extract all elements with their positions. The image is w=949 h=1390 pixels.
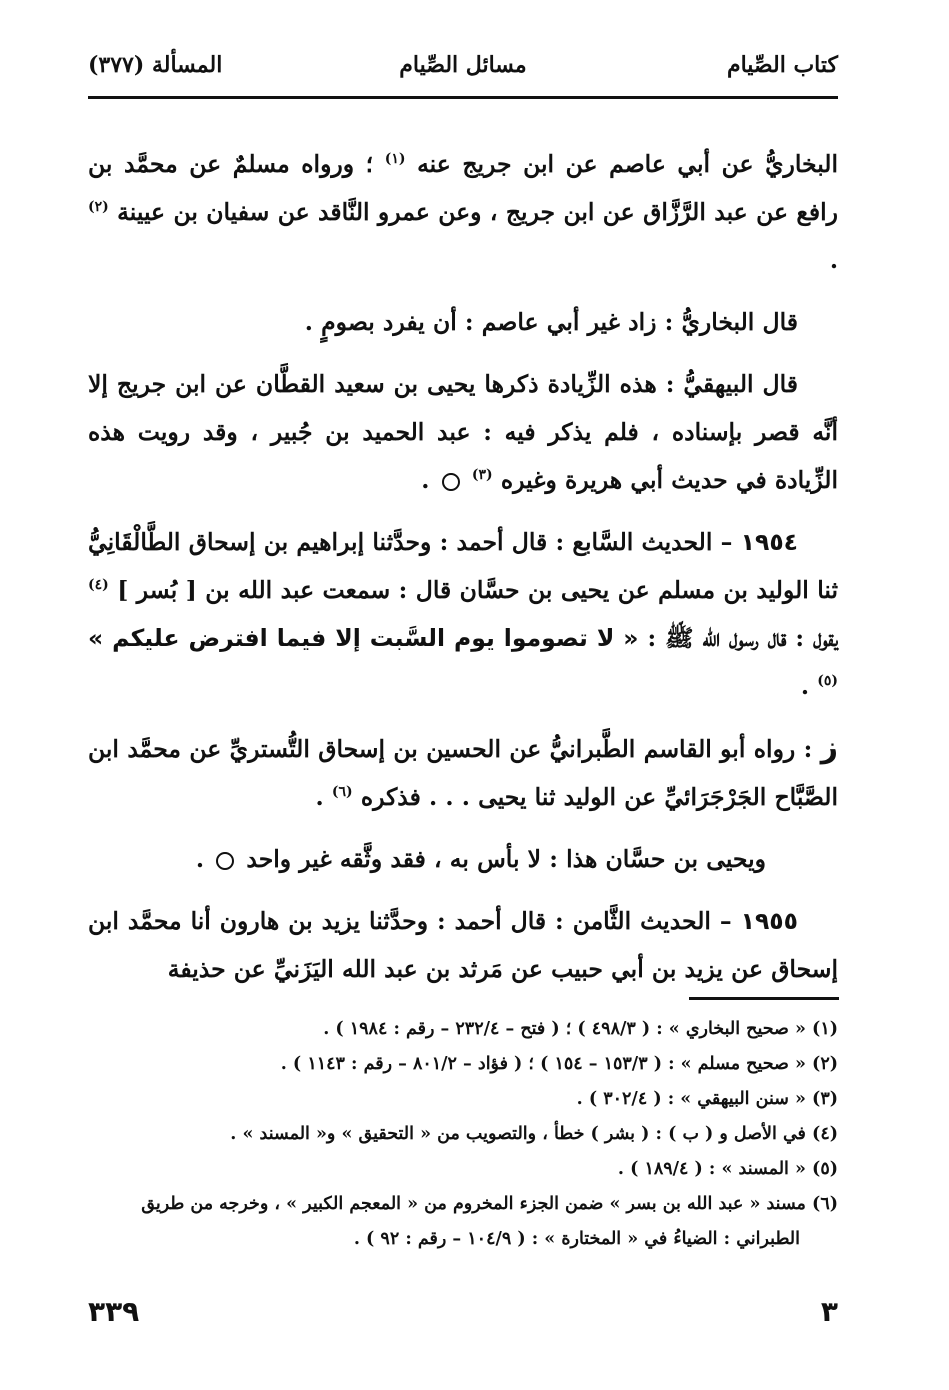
footnote-2: (٢) « صحيح مسلم » : ( ١٥٣/٣ – ١٥٤ ) ؛ ( فؤاد – ٨٠١/٢ – رقم : ١١٤٣ ) .	[280, 1054, 838, 1074]
main-text	[88, 140, 838, 993]
footnote-ref-1[interactable]: (١)	[384, 151, 406, 168]
section-end-circle-icon	[442, 473, 460, 491]
section-end-circle-icon	[216, 852, 234, 870]
running-header	[88, 52, 838, 92]
footnote-ref-4[interactable]: (٤)	[88, 577, 109, 594]
footnote-6: (٦) مسند « عبد الله بن بسر » ضمن الجزء المخروم من « المعجم الكبير » ، وخرجه من طريق	[141, 1194, 838, 1214]
footnote-ref-2[interactable]: (٢)	[88, 199, 109, 216]
zawaid-marker: ز	[820, 730, 838, 765]
footnote-3: (٣) « سنن البيهقي » : ( ٣٠٢/٤ ) .	[576, 1089, 838, 1109]
footnote-ref-3[interactable]: (٣)	[471, 467, 493, 484]
paragraph-zawaid: ز : رواه أبو القاسم الطَّبرانيُّ عن الحسين بن إسحاق التُّستريِّ عن محمَّد ابن الصَّبَّاح الجَرْجَرَائيِّ عن الوليد ثنا يحيى . . . فذكره $^{(٦)}$ .	[88, 730, 838, 811]
paragraph-yahya: ويحيى بن حسَّان هذا : لا بأس به ، فقد وثَّقه غير واحد .	[195, 845, 766, 873]
header-rule	[88, 96, 838, 99]
footnote-ref-6[interactable]: (٦)	[331, 784, 353, 801]
footnotes	[88, 1012, 838, 1257]
hadith-number-1955: ١٩٥٥	[740, 907, 798, 935]
footnote-6-continued: الطبراني : الضياءُ في « المختارة » : ( ١٠٤/٩ – رقم : ٩٢ ) .	[353, 1229, 800, 1249]
hadith-1954: ١٩٥٤ – الحديث السَّابع : قال أحمد : وحدَّثنا إبراهيم بن إسحاق الطَّالْقَانِيُّ ثنا الوليد بن مسلم عن يحيى بن حسَّان قال : سمعت عبد الله بن [ بُسر ] $^{(٤)}$ يقول : قال رسول الله ﷺ : « لا تصوموا يوم السَّبت إلا فيما افترض عليكم » $^{(٥)}$ .	[88, 528, 839, 700]
footnote-ref-5[interactable]: (٥)	[817, 673, 838, 690]
paragraph-bukhari-addition: قال البخاريُّ : زاد غير أبي عاصم : أن يفرد بصومٍ .	[304, 308, 798, 336]
issue-number: المسألة (٣٧٧)	[88, 52, 223, 78]
footnote-4: (٤) في الأصل و ( ب ) : ( بشر ) خطأ ، والتصويب من « التحقيق » و« المسند » .	[230, 1124, 838, 1144]
hadith-1955: ١٩٥٥ – الحديث الثَّامن : قال أحمد : وحدَّثنا يزيد بن هارون أنا محمَّد ابن إسحاق عن يزيد بن أبي حبيب عن مَرثد بن عبد الله اليَزَنيِّ عن حذيفة	[88, 907, 838, 983]
chapter-title: مسائل الصِّيام	[399, 52, 527, 78]
page-number: ٣٣٩	[88, 1295, 140, 1328]
footnote-1: (١) « صحيح البخاري » : ( ٤٩٨/٣ ) ؛ ( فتح – ٢٣٢/٤ – رقم : ١٩٨٤ ) .	[323, 1019, 838, 1039]
volume-number: ٣	[820, 1295, 838, 1328]
footnote-5: (٥) « المسند » : ( ١٨٩/٤ ) .	[617, 1159, 838, 1179]
footnote-rule	[689, 997, 839, 1000]
hadith-quote: « لا تصوموا يوم السَّبت إلا فيما افترض عليكم »	[88, 624, 639, 652]
hadith-number-1954: ١٩٥٤	[740, 528, 799, 556]
paragraph-bayhaqi: قال البيهقيُّ : هذه الزِّيادة ذكرها يحيى بن سعيد القطَّان عن ابن جريج إلا أنَّه قصر بإسناده ، فلم يذكر فيه : عبد الحميد بن جُبير ، وقد رويت هذه الزِّيادة في حديث أبي هريرة وغيره $^{(٣)}$ .	[88, 370, 838, 494]
book-title: كتاب الصِّيام	[726, 52, 838, 78]
page-footer	[88, 1295, 838, 1335]
paragraph-bukhari-muslim: البخاريُّ عن أبي عاصم عن ابن جريج عنه $^{(١)}$ ؛ ورواه مسلمٌ عن محمَّد بن رافع عن عبد الرَّزَّاق عن ابن جريج ، وعن عمرو النَّاقد عن سفيان بن عيينة $^{(٢)}$ .	[88, 150, 838, 274]
